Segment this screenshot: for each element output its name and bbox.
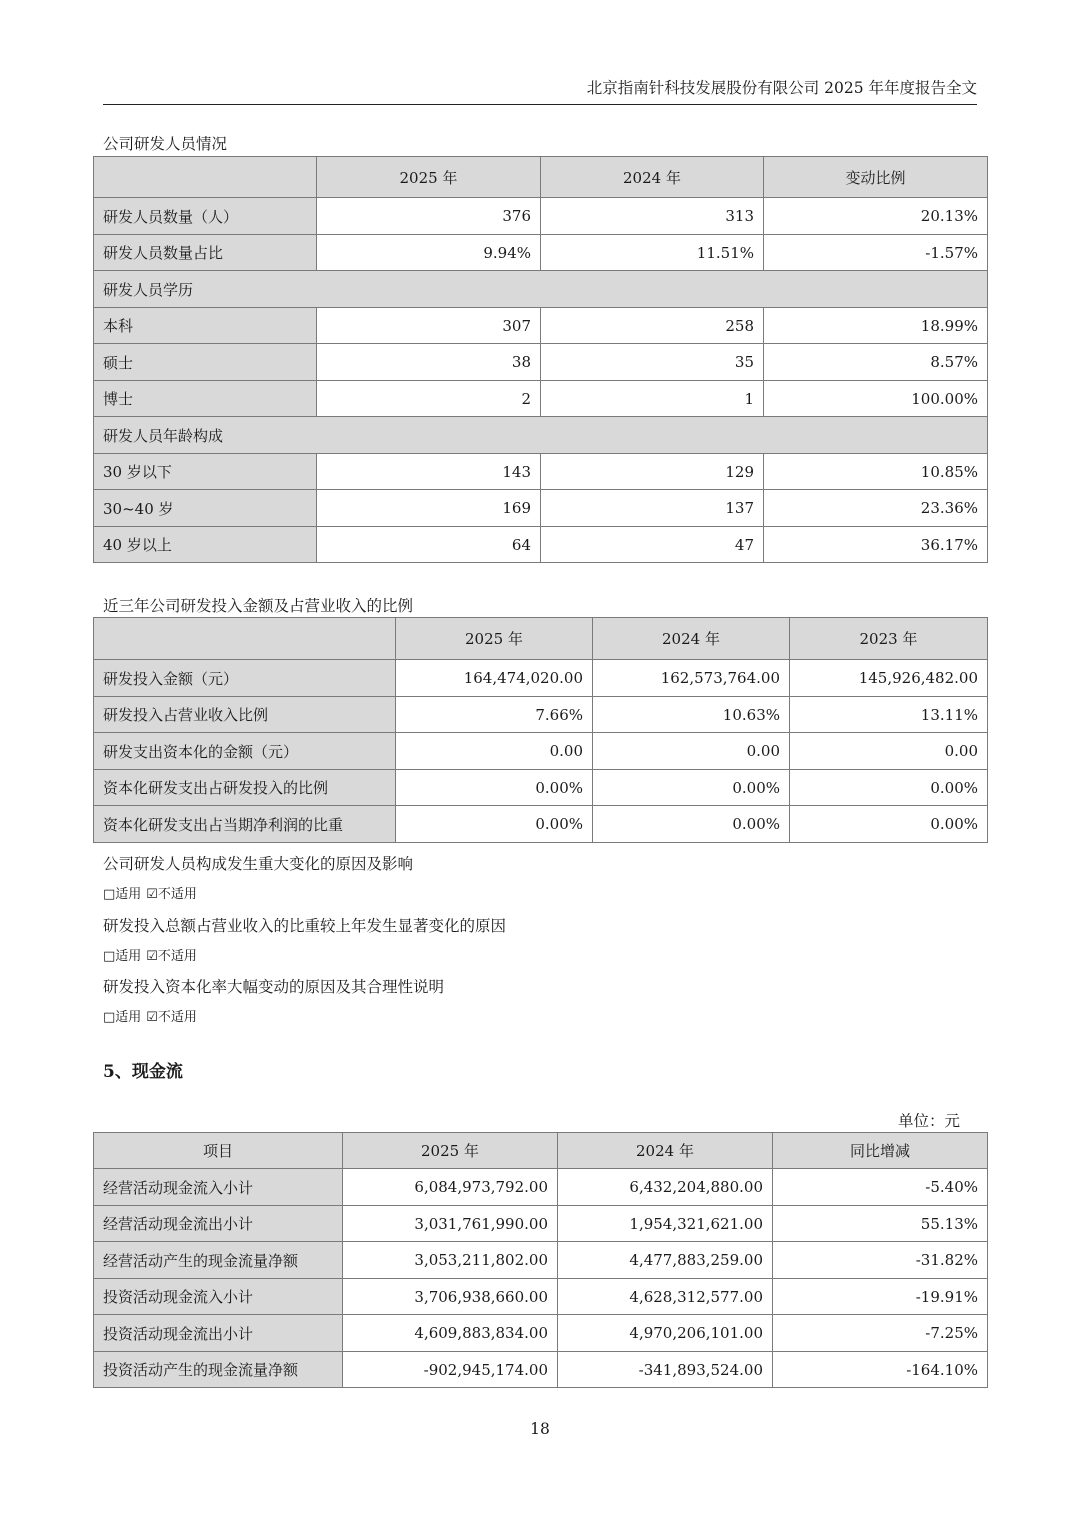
cell-2024: 129 bbox=[541, 454, 764, 490]
table-row bbox=[94, 733, 988, 770]
cell-change: 18.99% bbox=[764, 308, 988, 344]
cell-2023: 145,926,482.00 bbox=[790, 660, 988, 697]
cell-2024: 4,970,206,101.00 bbox=[558, 1315, 773, 1352]
cell-2025: 307 bbox=[317, 308, 541, 344]
page-header bbox=[103, 76, 977, 105]
cell-2025: 38 bbox=[317, 344, 541, 381]
header-cell: 2024 年 bbox=[593, 618, 790, 660]
cell-2025: 9.94% bbox=[317, 235, 541, 271]
cell-2024: 313 bbox=[541, 198, 764, 235]
table-row bbox=[94, 1315, 988, 1352]
row-label: 投资活动现金流入小计 bbox=[94, 1279, 343, 1315]
table-row bbox=[94, 770, 988, 806]
cell-2024: -341,893,524.00 bbox=[558, 1352, 773, 1388]
cell-change: 20.13% bbox=[764, 198, 988, 235]
cell-change: 8.57% bbox=[764, 344, 988, 381]
cell-2025: 3,031,761,990.00 bbox=[343, 1206, 558, 1242]
cell-2024: 0.00 bbox=[593, 733, 790, 770]
header-cell: 2025 年 bbox=[343, 1133, 558, 1169]
cell-2023: 0.00% bbox=[790, 770, 988, 806]
table-row bbox=[94, 1352, 988, 1388]
table-row bbox=[94, 527, 988, 563]
cell-change: 23.36% bbox=[764, 490, 988, 527]
header-cell: 2025 年 bbox=[317, 157, 541, 198]
table-row bbox=[94, 235, 988, 271]
note-options bbox=[103, 945, 197, 964]
cell-2023: 0.00 bbox=[790, 733, 988, 770]
cell-2025: 3,053,211,802.00 bbox=[343, 1242, 558, 1279]
cell-change: -19.91% bbox=[773, 1279, 988, 1315]
table-row bbox=[94, 1242, 988, 1279]
rd-investment-table bbox=[93, 617, 988, 843]
table-row bbox=[94, 1279, 988, 1315]
row-label: 研发投入占营业收入比例 bbox=[94, 697, 396, 733]
cell-2024: 6,432,204,880.00 bbox=[558, 1169, 773, 1206]
header-cell: 2023 年 bbox=[790, 618, 988, 660]
table-row bbox=[94, 697, 988, 733]
section-title: 5、现金流 bbox=[103, 1062, 183, 1082]
cell-2024: 0.00% bbox=[593, 770, 790, 806]
cell-change: -31.82% bbox=[773, 1242, 988, 1279]
cell-change: -1.57% bbox=[764, 235, 988, 271]
note-options bbox=[103, 883, 197, 902]
checkbox-applicable: □适用 bbox=[103, 1010, 142, 1025]
checkbox-applicable: □适用 bbox=[103, 949, 142, 964]
cell-2025: 4,609,883,834.00 bbox=[343, 1315, 558, 1352]
cell-change: 55.13% bbox=[773, 1206, 988, 1242]
rd-staff-table bbox=[93, 156, 988, 563]
table-row bbox=[94, 806, 988, 843]
rd-investment-caption: 近三年公司研发投入金额及占营业收入的比例 bbox=[103, 597, 414, 615]
cell-2025: 64 bbox=[317, 527, 541, 563]
row-label: 投资活动现金流出小计 bbox=[94, 1315, 343, 1352]
checkbox-not-applicable: ☑不适用 bbox=[146, 887, 197, 902]
table-header-row bbox=[94, 157, 988, 198]
row-label: 经营活动现金流入小计 bbox=[94, 1169, 343, 1206]
header-cell: 同比增减 bbox=[773, 1133, 988, 1169]
cell-2024: 4,628,312,577.00 bbox=[558, 1279, 773, 1315]
table-row bbox=[94, 381, 988, 417]
cell-change: 100.00% bbox=[764, 381, 988, 417]
row-label: 投资活动产生的现金流量净额 bbox=[94, 1352, 343, 1388]
cell-2024: 258 bbox=[541, 308, 764, 344]
row-label: 40 岁以上 bbox=[94, 527, 317, 563]
cell-2025: 3,706,938,660.00 bbox=[343, 1279, 558, 1315]
table-row bbox=[94, 454, 988, 490]
cell-2024: 0.00% bbox=[593, 806, 790, 843]
row-label: 30~40 岁 bbox=[94, 490, 317, 527]
header-cell: 2025 年 bbox=[396, 618, 593, 660]
cell-2024: 4,477,883,259.00 bbox=[558, 1242, 773, 1279]
cell-2025: 143 bbox=[317, 454, 541, 490]
cell-2025: 0.00% bbox=[396, 806, 593, 843]
row-label: 研发人员数量占比 bbox=[94, 235, 317, 271]
cell-2025: 2 bbox=[317, 381, 541, 417]
section-label: 研发人员学历 bbox=[94, 271, 988, 308]
table-row bbox=[94, 1169, 988, 1206]
header-cell: 变动比例 bbox=[764, 157, 988, 198]
table-row bbox=[94, 308, 988, 344]
cell-2024: 35 bbox=[541, 344, 764, 381]
row-label: 研发人员数量（人） bbox=[94, 198, 317, 235]
row-label: 硕士 bbox=[94, 344, 317, 381]
header-cell bbox=[94, 157, 317, 198]
section-row bbox=[94, 417, 988, 454]
checkbox-not-applicable: ☑不适用 bbox=[146, 1010, 197, 1025]
row-label: 资本化研发支出占研发投入的比例 bbox=[94, 770, 396, 806]
table-header-row bbox=[94, 618, 988, 660]
table-row bbox=[94, 490, 988, 527]
cell-2025: -902,945,174.00 bbox=[343, 1352, 558, 1388]
cell-change: -7.25% bbox=[773, 1315, 988, 1352]
cell-2025: 7.66% bbox=[396, 697, 593, 733]
unit-label: 单位：元 bbox=[897, 1112, 960, 1130]
note-title: 研发投入总额占营业收入的比重较上年发生显著变化的原因 bbox=[103, 917, 507, 935]
table-row bbox=[94, 344, 988, 381]
header-cell: 2024 年 bbox=[558, 1133, 773, 1169]
cell-change: 36.17% bbox=[764, 527, 988, 563]
header-cell: 项目 bbox=[94, 1133, 343, 1169]
cell-2024: 1,954,321,621.00 bbox=[558, 1206, 773, 1242]
cell-2025: 376 bbox=[317, 198, 541, 235]
cell-2024: 1 bbox=[541, 381, 764, 417]
row-label: 经营活动现金流出小计 bbox=[94, 1206, 343, 1242]
row-label: 30 岁以下 bbox=[94, 454, 317, 490]
row-label: 博士 bbox=[94, 381, 317, 417]
row-label: 资本化研发支出占当期净利润的比重 bbox=[94, 806, 396, 843]
header-title: 北京指南针科技发展股份有限公司 2025 年年度报告全文 bbox=[586, 79, 977, 97]
cell-2025: 169 bbox=[317, 490, 541, 527]
cell-change: -5.40% bbox=[773, 1169, 988, 1206]
table-row bbox=[94, 660, 988, 697]
rd-staff-caption: 公司研发人员情况 bbox=[103, 135, 228, 153]
cell-2025: 164,474,020.00 bbox=[396, 660, 593, 697]
page-number: 18 bbox=[530, 1420, 550, 1438]
cell-2023: 13.11% bbox=[790, 697, 988, 733]
cell-2024: 47 bbox=[541, 527, 764, 563]
row-label: 本科 bbox=[94, 308, 317, 344]
section-row bbox=[94, 271, 988, 308]
note-title: 公司研发人员构成发生重大变化的原因及影响 bbox=[103, 855, 414, 873]
row-label: 经营活动产生的现金流量净额 bbox=[94, 1242, 343, 1279]
table-row bbox=[94, 198, 988, 235]
table-header-row bbox=[94, 1133, 988, 1169]
cell-2025: 0.00% bbox=[396, 770, 593, 806]
checkbox-applicable: □适用 bbox=[103, 887, 142, 902]
table-row bbox=[94, 1206, 988, 1242]
cell-2024: 162,573,764.00 bbox=[593, 660, 790, 697]
cell-2024: 10.63% bbox=[593, 697, 790, 733]
cash-flow-table bbox=[93, 1132, 988, 1388]
header-cell bbox=[94, 618, 396, 660]
cell-2024: 11.51% bbox=[541, 235, 764, 271]
cell-change: 10.85% bbox=[764, 454, 988, 490]
note-title: 研发投入资本化率大幅变动的原因及其合理性说明 bbox=[103, 978, 445, 996]
note-options bbox=[103, 1006, 197, 1025]
cell-2025: 6,084,973,792.00 bbox=[343, 1169, 558, 1206]
row-label: 研发支出资本化的金额（元） bbox=[94, 733, 396, 770]
checkbox-not-applicable: ☑不适用 bbox=[146, 949, 197, 964]
row-label: 研发投入金额（元） bbox=[94, 660, 396, 697]
cell-2024: 137 bbox=[541, 490, 764, 527]
cell-change: -164.10% bbox=[773, 1352, 988, 1388]
cell-2025: 0.00 bbox=[396, 733, 593, 770]
cell-2023: 0.00% bbox=[790, 806, 988, 843]
section-label: 研发人员年龄构成 bbox=[94, 417, 988, 454]
header-cell: 2024 年 bbox=[541, 157, 764, 198]
